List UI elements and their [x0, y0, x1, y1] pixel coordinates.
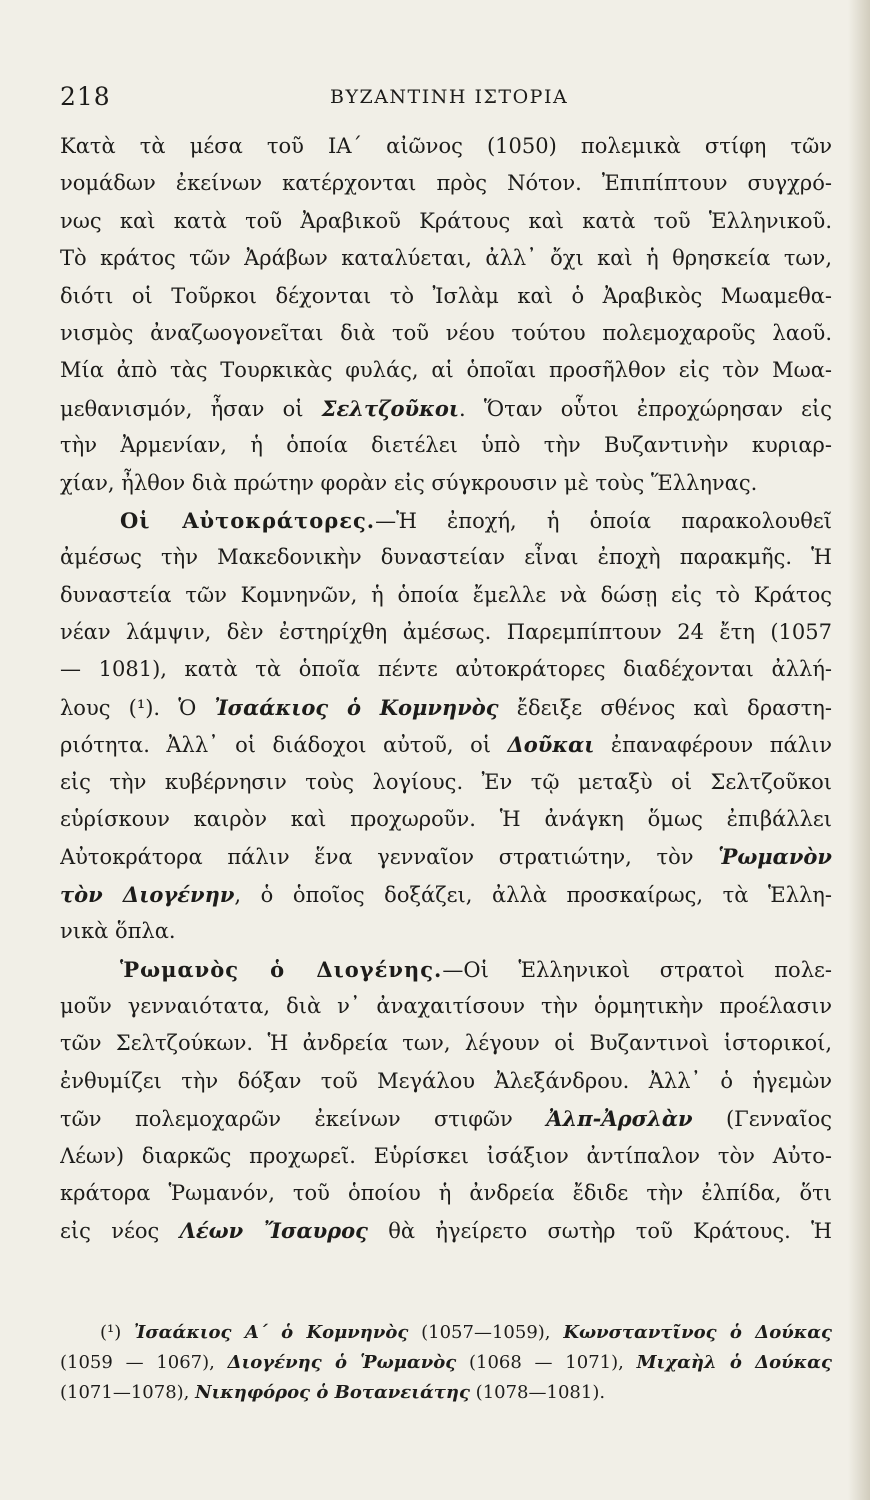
running-title: ΒΥΖΑΝΤΙΝΗ ΙΣΤΟΡΙΑ: [330, 86, 569, 108]
text-line: τὴν Ἀρμενίαν, ἡ ὁποία διετέλει ὑπὸ τὴν Βυζαντινὴν κυριαρ-: [60, 433, 832, 458]
text-run: —Οἱ Ἑλληνικοὶ στρατοὶ πολε-: [442, 957, 832, 982]
text-run: τῶν πολεμοχαρῶν ἐκείνων στιφῶν: [60, 1107, 547, 1132]
text-line: [60, 689, 832, 726]
text-run: , ὁ ὁποῖος δοξάζει, ἀλλὰ προσκαίρως, τὰ Ἑλλη-: [234, 882, 832, 907]
text-line: Μία ἀπὸ τὰς Τουρκικὰς φυλάς, αἱ ὁποῖαι προσῆλθον εἰς τὸν Μωα-: [60, 358, 832, 383]
page-edge-shadow: [848, 0, 870, 1500]
text-line: νομάδων ἐκείνων κατέρχονται πρὸς Νότον. Ἐπιπίπτουν συγχρό-: [60, 171, 832, 196]
emphasis-isaac-komnenos: Ἰσαάκιος ὁ Κομνηνὸς: [214, 694, 499, 720]
text-line: μοῦν γενναιότατα, διὰ ν᾿ ἀναχαιτίσουν τὴν ὁρμητικὴν προέλασιν: [60, 993, 832, 1018]
text-line: ἐνθυμίζει τὴν δόξαν τοῦ Μεγάλου Ἀλεξάνδρου. Ἀλλ᾿ ὁ ἡγεμὼν: [60, 1068, 832, 1093]
text-line: [60, 838, 832, 875]
text-line: τῶν Σελτζούκων. Ἡ ἀνδρεία των, λέγουν οἱ Βυζαντινοὶ ἱστορικοί,: [60, 1031, 832, 1056]
footnotes: [60, 1318, 832, 1408]
text-run: —Ἡ ἐποχή, ἡ ὁποία παρακολουθεῖ: [375, 508, 832, 533]
text-line: Λέων) διαρκῶς προχωρεῖ. Εὑρίσκει ἰσάξιον ἀντίπαλον τὸν Αὐτο-: [60, 1143, 832, 1168]
text-run: ἔδειξε σθένος καὶ δραστη-: [498, 695, 832, 720]
footnote-emperor: Ἰσαάκιος Α΄ ὁ Κομνηνὸς: [134, 1322, 409, 1343]
emphasis-leo-isaurian: Λέων Ἴσαυρος: [179, 1218, 368, 1244]
text-run: Αὐτοκράτορα πάλιν ἕνα γενναῖον στρατιώτην, τὸν: [60, 845, 719, 870]
footnote-emperor: Κωνσταντῖνος ὁ Δούκας: [563, 1322, 832, 1343]
text-line: διότι οἱ Τοῦρκοι δέχονται τὸ Ἰσλὰμ καὶ ὁ Ἀραβικὸς Μωαμεθα-: [60, 283, 832, 308]
footnote-emperor: Διογένης ὁ Ῥωμανὸς: [227, 1352, 457, 1373]
text-line: Κατὰ τὰ μέσα τοῦ ΙΑ΄ αἰῶνος (1050) πολεμικὰ στίφη τῶν: [60, 134, 832, 158]
text-line: [60, 951, 832, 988]
footnote-dates: (1059 — 1067),: [60, 1352, 228, 1373]
page-number: 218: [60, 82, 111, 111]
footnote-emperor: Μιχαὴλ ὁ Δούκας: [636, 1352, 832, 1373]
text-line: χίαν, ἦλθον διὰ πρώτην φορὰν εἰς σύγκρουσιν μὲ τοὺς Ἕλληνας.: [60, 470, 758, 495]
emphasis-alp-arslan: Ἀλπ-Ἀρσλὰν: [546, 1106, 693, 1132]
text-line: νισμὸς ἀναζωογονεῖται διὰ τοῦ νέου τούτου πολεμοχαροῦς λαοῦ.: [60, 320, 832, 345]
section-heading-emperors: Οἱ Αὐτοκράτορες.: [120, 507, 376, 533]
section-heading-romanos: Ῥωμανὸς ὁ Διογένης.: [120, 956, 443, 982]
text-line: — 1081), κατὰ τὰ ὁποῖα πέντε αὐτοκράτορες διαδέχονται ἀλλή-: [60, 657, 832, 682]
footnote-line: [60, 1318, 832, 1348]
text-line: νέαν λάμψιν, δὲν ἐστηρίχθη ἀμέσως. Παρεμπίπτουν 24 ἔτη (1057: [60, 620, 832, 645]
text-run: εἰς νέος: [60, 1219, 180, 1244]
text-line: [60, 1100, 832, 1137]
footnote-marker: (¹): [100, 1322, 135, 1343]
footnote-line: [60, 1378, 832, 1408]
emphasis-seljuks: Σελτζοῦκοι: [321, 395, 460, 421]
text-run: λους (¹). Ὁ: [60, 695, 215, 720]
emphasis-doukai: Δοῦκαι: [507, 732, 595, 758]
text-line: εἰς τὴν κυβέρνησιν τοὺς λογίους. Ἐν τῷ μεταξὺ οἱ Σελτζοῦκοι: [60, 769, 832, 794]
text-line: [60, 1212, 832, 1249]
text-line: [60, 390, 832, 427]
footnote-line: [60, 1348, 832, 1378]
text-line: [60, 502, 832, 539]
footnote-dates: (1078—1081).: [469, 1382, 606, 1403]
text-run: μεθανισμόν, ἦσαν οἱ: [60, 396, 322, 421]
text-run: θὰ ἠγείρετο σωτὴρ τοῦ Κράτους. Ἡ: [367, 1219, 832, 1244]
text-run: ριότητα. Ἀλλ᾿ οἱ διάδοχοι αὐτοῦ, οἱ: [60, 733, 508, 758]
footnote-dates: (1068 — 1071),: [456, 1352, 637, 1373]
text-line: εὑρίσκουν καιρὸν καὶ προχωροῦν. Ἡ ἀνάγκη ὅμως ἐπιβάλλει: [60, 807, 832, 832]
emphasis-romanos: Ῥωμανὸν: [718, 844, 832, 870]
text-run: (Γενναῖος: [692, 1107, 832, 1132]
text-run: . Ὅταν οὗτοι ἐπροχώρησαν εἰς: [459, 396, 832, 421]
text-run: ἐπαναφέρουν πάλιν: [594, 733, 832, 758]
text-line: νως καὶ κατὰ τοῦ Ἀραβικοῦ Κράτους καὶ κατὰ τοῦ Ἑλληνικοῦ.: [60, 208, 832, 233]
text-line: κράτορα Ῥωμανόν, τοῦ ὁποίου ἡ ἀνδρεία ἔδιδε τὴν ἐλπίδα, ὅτι: [60, 1180, 832, 1205]
text-line: [60, 876, 832, 913]
text-line: νικὰ ὅπλα.: [60, 919, 176, 944]
body-text: [60, 128, 832, 1250]
text-line: [60, 726, 832, 763]
footnote-dates: (1071—1078),: [60, 1382, 196, 1403]
footnote-emperor: Νικηφόρος ὁ Βοτανειάτης: [195, 1382, 470, 1403]
footnote-dates: (1057—1059),: [408, 1322, 564, 1343]
emphasis-diogenes: τὸν Διογένην: [60, 881, 235, 907]
text-line: ἀμέσως τὴν Μακεδονικὴν δυναστείαν εἶναι ἐποχὴ παρακμῆς. Ἡ: [60, 545, 832, 570]
text-line: δυναστεία τῶν Κομνηνῶν, ἡ ὁποία ἔμελλε νὰ δώσῃ εἰς τὸ Κράτος: [60, 582, 832, 607]
page-header: [60, 82, 850, 118]
text-line: Τὸ κράτος τῶν Ἀράβων καταλύεται, ἀλλ᾿ ὄχι καὶ ἡ θρησκεία των,: [60, 246, 832, 271]
